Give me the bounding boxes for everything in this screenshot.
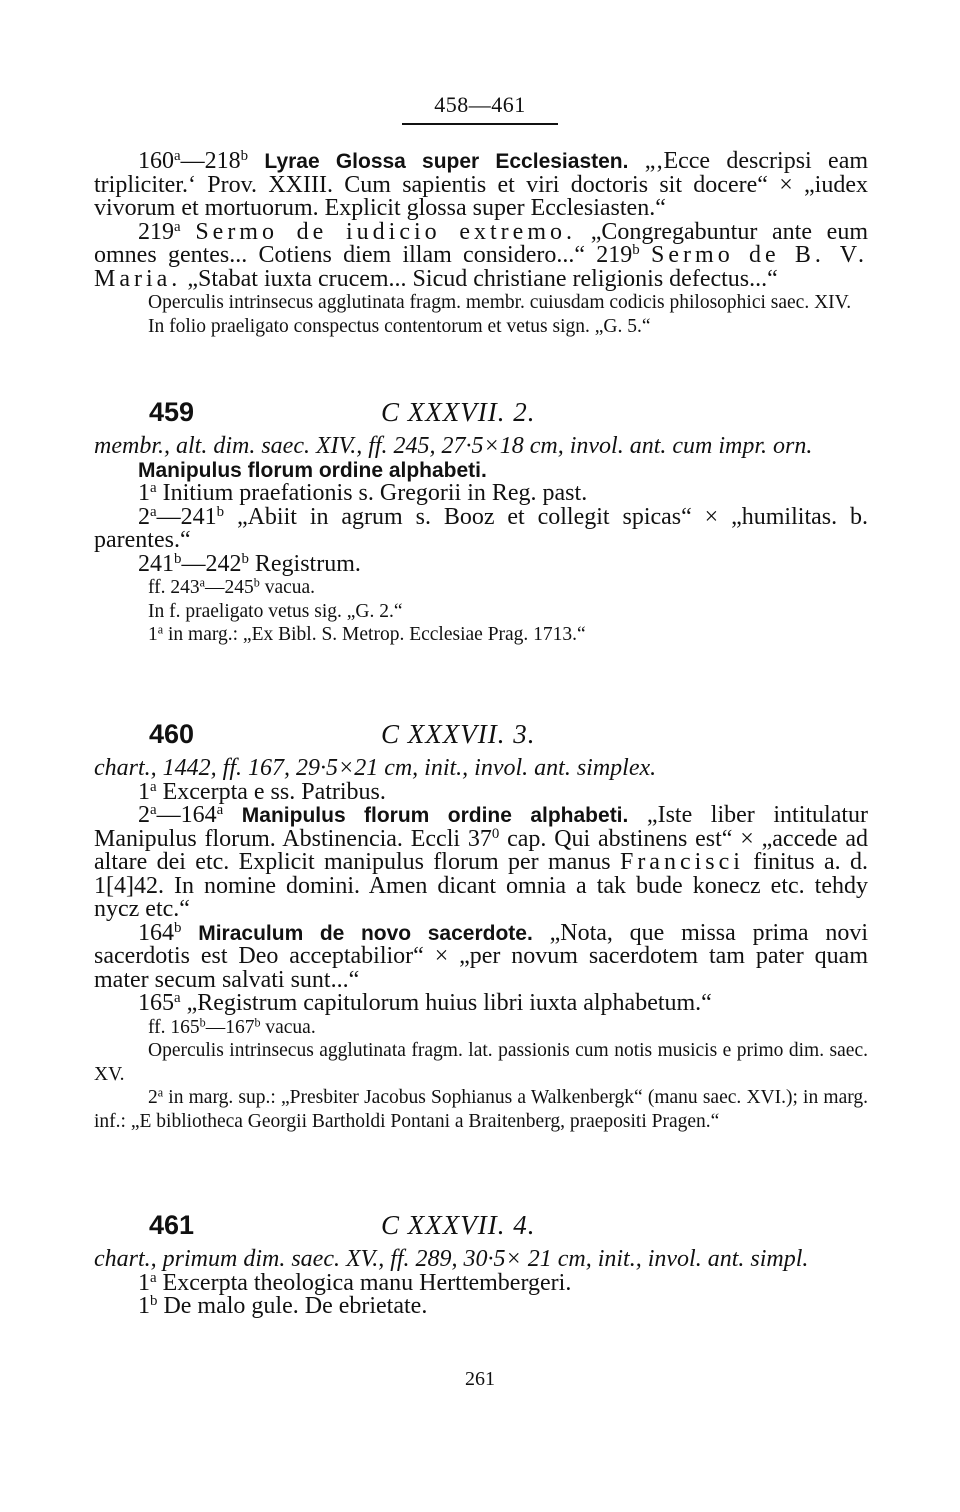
folio-ref: 241 bbox=[138, 550, 174, 577]
content-line bbox=[94, 1269, 868, 1296]
content-line bbox=[94, 503, 868, 553]
folio-ref: —245 bbox=[205, 577, 254, 598]
folio-side: b bbox=[240, 147, 249, 164]
entry-heading bbox=[94, 717, 868, 757]
running-header: 458—461 bbox=[402, 92, 558, 125]
note-line bbox=[94, 1086, 868, 1133]
entry-461 bbox=[94, 1208, 868, 1319]
content-line bbox=[94, 479, 868, 506]
page-number: 261 bbox=[465, 1368, 495, 1390]
content-text: Registrum. bbox=[248, 550, 361, 577]
entry-458-continuation bbox=[94, 147, 869, 338]
folio-side: a bbox=[150, 503, 157, 520]
manuscript-title bbox=[94, 459, 868, 483]
shelfmark: C XXXVII. 4. bbox=[381, 1210, 536, 1240]
folio-side: b bbox=[254, 1014, 261, 1029]
folio-side: a bbox=[174, 147, 181, 164]
folio-side: a bbox=[216, 801, 224, 818]
entry-number: 461 bbox=[149, 1210, 195, 1240]
content-line bbox=[94, 550, 868, 577]
entry-458-note-2: In folio praeligato conspectus contentorum et vetus sign. „G. 5.“ bbox=[148, 315, 651, 337]
content-text: „Nota, que missa prima novi sacerdotis est Deo acceptabilior“ × „per novum sacerdotem tam pater quam mater secum salvati sunt...“ bbox=[94, 919, 868, 993]
incipit-text: „‚Ecce descripsi eam tripliciter.‘ Prov. XXIII. Cum sapientis et viri doctoris sit docere“ × „iudex vivorum et mortuorum. Explicit glossa super Ecclesiasten.“ bbox=[94, 148, 869, 221]
content-text: „Abiit in agrum s. Booz et collegit spicas“ × „humilitas. b. parentes.“ bbox=[94, 503, 868, 553]
folio-ref: 2 bbox=[138, 802, 150, 828]
folio-side: b bbox=[216, 503, 225, 520]
folio-ref: —241 bbox=[156, 503, 217, 530]
folio-ref: 1 bbox=[138, 778, 150, 805]
note-line bbox=[94, 623, 868, 647]
entry-458-note-1: Operculis intrinsecus agglutinata fragm. membr. cuiusdam codicis philosophici saec. XIV. bbox=[148, 292, 852, 313]
folio-side: a bbox=[150, 479, 157, 496]
note-text: vacua. bbox=[260, 1016, 316, 1038]
entry-heading bbox=[94, 1208, 868, 1248]
content-line bbox=[94, 1292, 868, 1319]
folio-ref: 2 bbox=[138, 503, 150, 530]
folio-ref: 2 bbox=[148, 1087, 158, 1108]
folio-ref: 219 bbox=[596, 242, 633, 268]
folio-side: a bbox=[174, 989, 181, 1006]
entry-number: 459 bbox=[149, 397, 195, 427]
work-title: Lyrae Glossa super Ecclesiasten. bbox=[264, 150, 629, 173]
physical-description: chart., primum dim. saec. XV., ff. 289, 30·5× 21 cm, init., invol. ant. simpl. bbox=[94, 1246, 809, 1272]
folio-side: b bbox=[241, 550, 249, 567]
folio-ref: 1 bbox=[148, 624, 158, 645]
content-text: finitus a. d. 1[4]42. In nomine domini. Amen dicant omnia a tak bude konecz etc. tehdy nycz etc.“ bbox=[94, 849, 868, 922]
work-title: Miraculum de novo sacerdote. bbox=[198, 921, 533, 945]
entry-458-item-1 bbox=[94, 147, 869, 221]
content-text: „Registrum capitulorum huius libri iuxta alphabetum.“ bbox=[180, 990, 712, 1016]
folio-ref: ff. 165 bbox=[148, 1016, 200, 1038]
folio-ref: 1 bbox=[138, 480, 150, 506]
physical-description: chart., 1442, ff. 167, 29·5×21 cm, init., invol. ant. simplex. bbox=[94, 755, 657, 781]
content-text: Excerpta e ss. Patribus. bbox=[156, 778, 386, 805]
folio-side: a bbox=[150, 778, 157, 795]
folio-ref: —242 bbox=[181, 550, 242, 577]
folio-side: a bbox=[199, 575, 206, 590]
folio-side: a bbox=[174, 218, 181, 235]
folio-side: b bbox=[199, 1014, 206, 1029]
content-line bbox=[94, 801, 869, 922]
note-text: in marg.: „Ex Bibl. S. Metrop. Ecclesiae Prag. 1713.“ bbox=[163, 624, 586, 645]
entry-460 bbox=[94, 717, 868, 1133]
content-text: Excerpta theologica manu Herttembergeri. bbox=[156, 1269, 572, 1296]
shelfmark: C XXXVII. 2. bbox=[381, 397, 536, 427]
folio-ref: 219 bbox=[138, 218, 174, 245]
folio-ref: 160 bbox=[138, 148, 174, 174]
content-line bbox=[94, 778, 868, 805]
folio-ref: —164 bbox=[156, 802, 217, 828]
physical-description: membr., alt. dim. saec. XIV., ff. 245, 27·5×18 cm, invol. ant. cum impr. orn. bbox=[94, 433, 813, 459]
work-title: Manipulus florum ordine alphabeti. bbox=[138, 458, 487, 482]
entry-459 bbox=[94, 395, 868, 647]
folio-ref: —218 bbox=[180, 148, 241, 174]
work-title: Manipulus florum ordine alphabeti. bbox=[241, 804, 629, 827]
content-text: Initium praefationis s. Gregorii in Reg. past. bbox=[156, 480, 588, 506]
content-text: „Iste liber intitulatur Manipulus florum. Abstinencia. Eccli 37 bbox=[94, 802, 869, 852]
note-line bbox=[94, 1016, 868, 1040]
folio-side: b bbox=[150, 1292, 158, 1309]
shelfmark: C XXXVII. 3. bbox=[381, 719, 536, 749]
folio-ref: ff. 243 bbox=[148, 577, 200, 598]
folio-side: a bbox=[150, 801, 157, 818]
folio-ref: —167 bbox=[205, 1016, 255, 1038]
folio-ref: 164 bbox=[138, 919, 174, 946]
content-text: De malo gule. De ebrietate. bbox=[157, 1293, 428, 1319]
work-title: Sermo de iudicio extremo. bbox=[195, 218, 576, 245]
content-text: cap. Qui abstinens est“ × „accede ad altare dei etc. Explicit manipulus florum per manus bbox=[94, 825, 868, 875]
folio-ref: 165 bbox=[138, 990, 174, 1016]
folio-side: a bbox=[157, 622, 164, 637]
folio-side: b bbox=[174, 919, 182, 936]
folio-side: b bbox=[174, 550, 182, 567]
folio-ref: 1 bbox=[138, 1269, 150, 1296]
entry-number: 460 bbox=[149, 719, 195, 749]
content-line bbox=[94, 989, 868, 1016]
work-title: Sermo de B. V. Maria. bbox=[94, 242, 869, 292]
folio-side: a bbox=[150, 1269, 157, 1286]
entry-458-item-2 bbox=[94, 218, 869, 292]
scribe-name: Francisci bbox=[619, 849, 744, 875]
incipit-text: „Stabat iuxta crucem... Sicud christiane religionis defectus...“ bbox=[181, 265, 778, 292]
note-text: vacua. bbox=[259, 577, 316, 598]
incipit-text: „Congregabuntur ante eum omnes gentes... Cotiens diem illam considero...“ bbox=[94, 218, 868, 268]
note-line: In f. praeligato vetus sig. „G. 2.“ bbox=[148, 600, 403, 622]
note-text: in marg. sup.: „Presbiter Jacobus Sophianus a Walkenbergk“ (manu saec. XVI.); in marg. inf.: „E bibliotheca Georgii Bartholdi Pontani a Braitenberg, praepositi Pragen.“ bbox=[94, 1087, 868, 1132]
folio-side: b bbox=[253, 575, 260, 590]
note-line: Operculis intrinsecus agglutinata fragm. lat. passionis cum notis musicis e primo dim. saec. XV. bbox=[94, 1040, 868, 1085]
folio-ref: 1 bbox=[138, 1293, 150, 1319]
header bbox=[0, 92, 960, 125]
note-line bbox=[94, 576, 868, 600]
folio-side: b bbox=[632, 241, 640, 258]
entry-heading bbox=[94, 395, 868, 435]
content-line bbox=[94, 919, 868, 993]
folio-side: a bbox=[157, 1085, 164, 1100]
degree-mark: 0 bbox=[491, 825, 500, 842]
